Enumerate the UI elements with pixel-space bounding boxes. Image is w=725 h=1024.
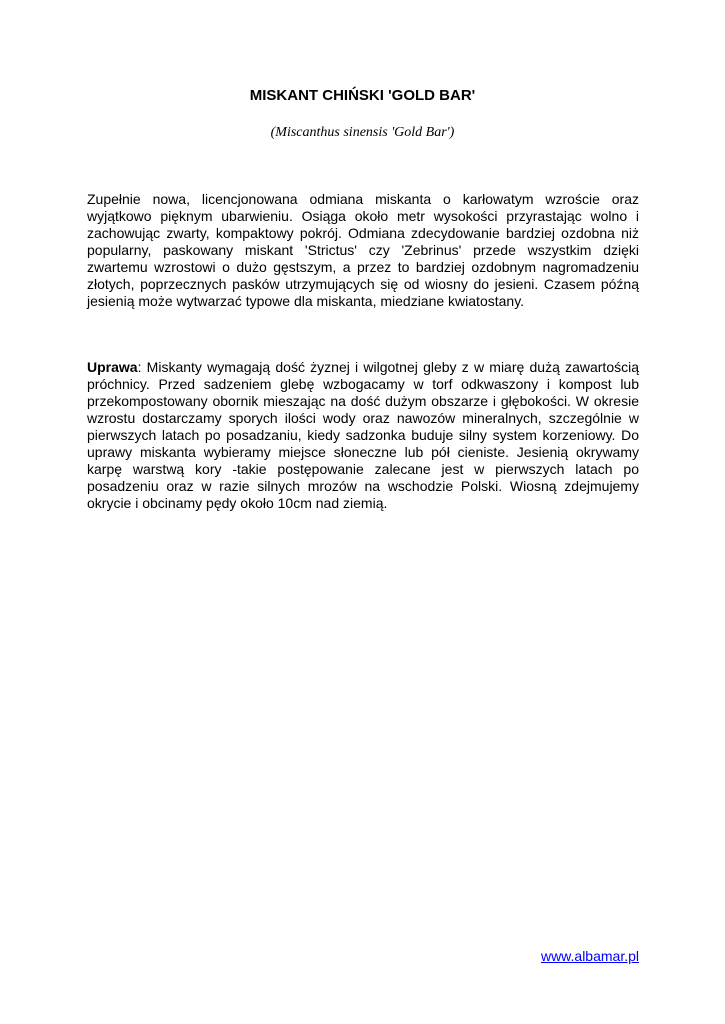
description-paragraph: Zupełnie nowa, licencjonowana odmiana miskanta o karłowatym wzroście oraz wyjątkowo pięknym ubarwieniu. Osiąga około metr wysokości przyrastając wolno i zachowując zwarty, kompaktowy pokrój. Odmiana zdecydowanie bardziej ozdobna niż popularny, paskowany miskant 'Strictus' czy 'Zebrinus' przede wszystkim dzięki zwartemu wzrostowi o dużo gęstszym, a przez to bardziej ozdobnym nagromadzeniu złotych, poprzecznych pasków utrzymujących się od wiosny do jesieni. Czasem późną jesienią może wytwarzać typowe dla miskanta, miedziane kwiatostany. — [87, 191, 639, 309]
latin-name-subtitle: (Miscanthus sinensis 'Gold Bar') — [270, 125, 455, 140]
cultivation-text: Miskanty wymagają dość żyznej i wilgotnej gleby z w miarę dużą zawartością próchnicy. Przed sadzeniem glebę wzbogacamy w torf odkwaszony i kompost lub przekompostowany obornik mieszając na dość dużym obszarze i głębokości. W okresie wzrostu dostarczamy sporych ilości wody oraz nawozów mineralnych, szczególnie w pierwszych latach po posadzaniu, kiedy sadzonka buduje silny system korzeniowy. Do uprawy miskanta wybieramy miejsce słoneczne lub pół cieniste. Jesienią okrywamy karpę warstwą kory -takie postępowanie zalecane jest w pierwszych latach po posadzeniu oraz w razie silnych mrozów na wschodzie Polski. Wiosną zdejmujemy okrycie i obcinamy pędy około 10cm nad ziemią. — [87, 359, 639, 511]
website-link[interactable]: www.albamar.pl — [540, 948, 639, 964]
page-title: MISKANT CHIŃSKI 'GOLD BAR' — [249, 87, 476, 104]
cultivation-separator: : — [137, 359, 142, 375]
cultivation-paragraph — [87, 359, 639, 512]
cultivation-label: Uprawa — [87, 359, 138, 375]
